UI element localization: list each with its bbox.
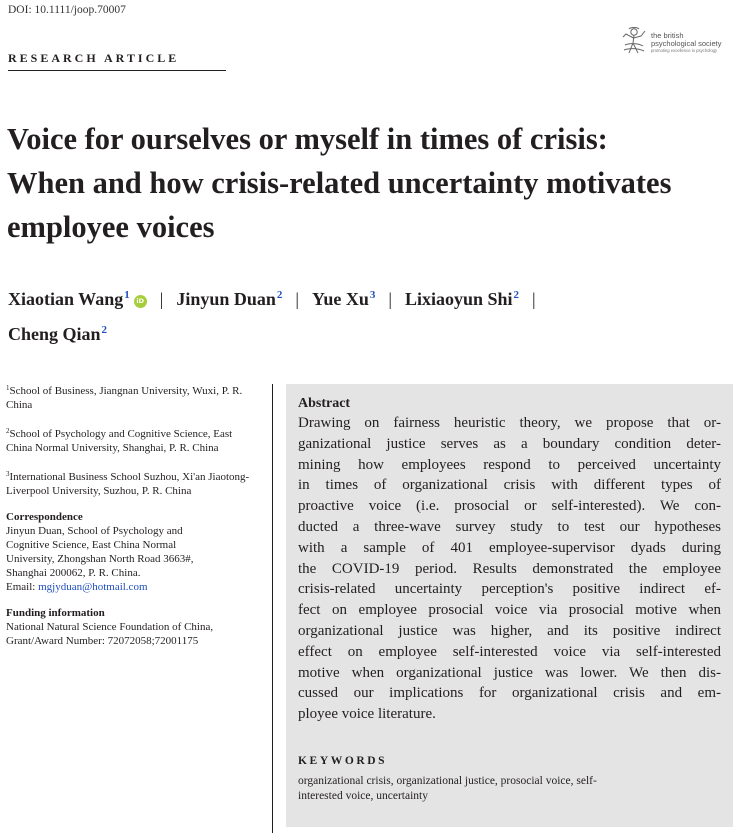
affiliation-link[interactable]: 2 [513, 289, 520, 301]
abstract-line: organizational justice was higher, and its positive indirect [298, 622, 721, 639]
author-name: Cheng Qian [8, 324, 101, 344]
author-jinyun-duan [176, 289, 282, 309]
abstract-line: fect on employee prosocial voice via prosocial motive when [298, 602, 721, 619]
keywords-list [298, 774, 721, 804]
abstract-line: in times of organizational crisis with different types of [298, 477, 721, 494]
author-cheng-qian [8, 324, 107, 344]
publisher-logo [620, 26, 721, 56]
funding-heading: Funding information [6, 607, 105, 619]
affiliation-text: School of Psychology and Cognitive Science, East China Normal University, Shanghai, P. R. China [6, 428, 233, 454]
author-name: Yue Xu [311, 289, 369, 309]
section-label: RESEARCH ARTICLE [8, 51, 180, 65]
title-line: Voice for ourselves or myself in times of crisis: [7, 122, 608, 156]
correspondence-line: Cognitive Science, East China Normal [6, 539, 177, 551]
author-separator: | [159, 289, 164, 309]
correspondence-line: Shanghai 200062, P. R. China. [6, 567, 141, 579]
logo-tagline: promoting excellence in psychology [651, 48, 718, 53]
affiliation-2 [6, 424, 256, 455]
title-line: employee voices [7, 210, 215, 244]
abstract-line: ducted a three-wave survey study to test our hypotheses [298, 518, 721, 535]
affiliation-link[interactable]: 3 [369, 289, 376, 301]
abstract-line: motive when organizational justice was lower. We then dis- [298, 664, 721, 681]
column-divider [272, 384, 273, 833]
affiliation-link[interactable]: 2 [276, 289, 283, 301]
author-separator: | [295, 289, 299, 309]
author-name: Lixiaoyun Shi [404, 289, 513, 309]
article-sidebar [6, 381, 256, 648]
affiliation-number: 1 [6, 384, 10, 392]
abstract-line: ployee voice literature. [298, 706, 436, 723]
abstract-heading: Abstract [298, 396, 351, 411]
correspondence-email-line [6, 580, 256, 594]
funding-block [6, 606, 256, 648]
keywords-heading: KEYWORDS [298, 754, 388, 767]
affiliation-number: 3 [6, 470, 10, 478]
affiliation-1 [6, 381, 256, 412]
author-xiaotian-wang [8, 289, 147, 309]
section-divider [8, 70, 226, 71]
abstract-line: ganizational justice serves as a boundary condition deter- [298, 435, 721, 452]
bps-figure-icon [620, 26, 648, 56]
affiliation-link[interactable]: 1 [124, 289, 130, 301]
abstract-line: cussed our implications for organizational crisis and em- [298, 685, 721, 702]
keywords-line: interested voice, uncertainty [298, 789, 428, 802]
affiliation-text: International Business School Suzhou, Xi'an Jiaotong-Liverpool University, Suzhou, P. R. China [6, 471, 250, 497]
abstract-line: the COVID-19 period. Results demonstrated the employee [298, 560, 721, 577]
author-separator: | [388, 289, 392, 309]
author-name: Jinyun Duan [176, 289, 276, 309]
author-lixiaoyun-shi [405, 289, 519, 309]
article-title [7, 117, 732, 249]
affiliation-text: School of Business, Jiangnan University, Wuxi, P. R. China [6, 385, 243, 411]
funding-line: National Natural Science Foundation of China, [6, 621, 214, 633]
email-link[interactable]: mgjyduan@hotmail.com [38, 581, 148, 593]
keywords-line: organizational crisis, organizational justice, prosocial voice, self- [298, 774, 597, 787]
author-yue-xu [312, 289, 375, 309]
author-separator: | [532, 289, 536, 309]
abstract-line: Drawing on fairness heuristic theory, we propose that or- [298, 415, 721, 431]
funding-line: Grant/Award Number: 72072058;72001175 [6, 635, 199, 647]
correspondence-line: Jinyun Duan, School of Psychology and [6, 525, 183, 537]
abstract-line: effect on employee self-interested voice via self-interested [298, 643, 721, 660]
abstract-box [286, 384, 733, 827]
abstract-line: mining how employees respond to perceived uncertainty [298, 456, 721, 473]
abstract-text [298, 413, 721, 725]
affiliation-number: 2 [6, 427, 10, 435]
orcid-icon[interactable]: iD [134, 295, 147, 308]
correspondence-line: University, Zhongshan North Road 3663#, [6, 553, 194, 565]
author-name: Xiaotian Wang [8, 289, 124, 309]
logo-line-1: the british [651, 31, 684, 40]
correspondence-block [6, 510, 256, 594]
email-label: Email: [6, 581, 39, 593]
abstract-line: proactive voice (i.e. prosocial or self-interested). We con- [298, 498, 721, 515]
author-list [8, 280, 733, 350]
title-line: When and how crisis-related uncertainty motivates [7, 166, 672, 200]
doi-text: DOI: 10.1111/joop.70007 [8, 4, 126, 16]
abstract-line: with a sample of 401 employee-supervisor dyads during [298, 539, 721, 556]
affiliation-3 [6, 467, 256, 498]
correspondence-heading: Correspondence [6, 511, 83, 523]
logo-line-2: psychological society [651, 39, 722, 48]
abstract-line: crisis-related uncertainty perception's positive indirect ef- [298, 581, 721, 598]
affiliation-link[interactable]: 2 [101, 324, 108, 336]
